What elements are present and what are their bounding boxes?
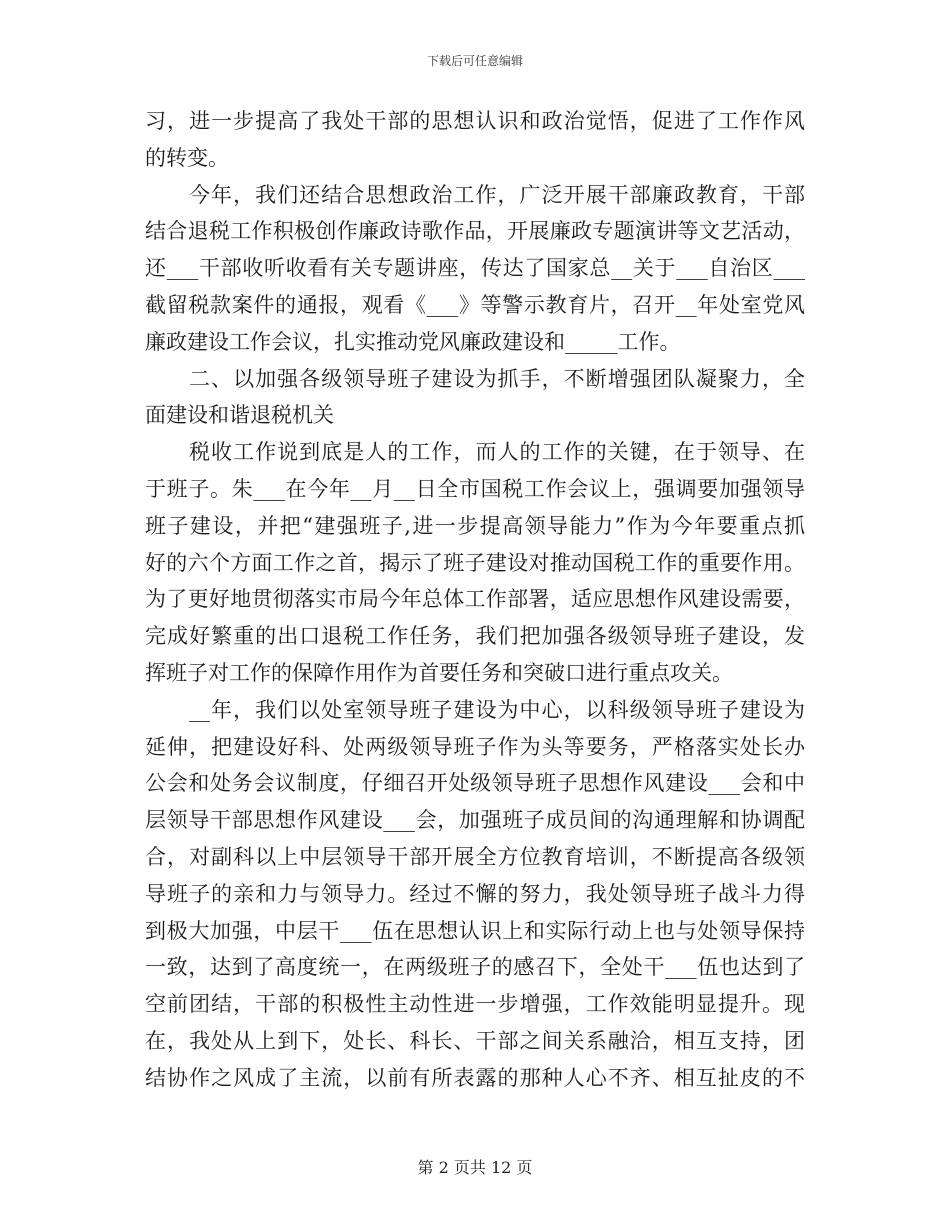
text-line: 班子建设，并把“建强班子,进一步提高领导能力”作为今年要重点抓: [145, 513, 805, 538]
text-line: 今年，我们还结合思想政治工作，广泛开展干部廉政教育，干部: [189, 182, 805, 207]
page-number: 第 2 页共 12 页: [417, 1158, 533, 1177]
text-line: 的转变。: [145, 145, 229, 170]
text-line: 在，我处从上到下，处长、科长、干部之间关系融洽，相互支持，团: [145, 1028, 805, 1053]
text-line: 延伸，把建设好科、处两级领导班子作为头等要务，严格落实处长办: [145, 734, 805, 759]
text-line: 挥班子对工作的保障作用作为首要任务和突破口进行重点攻关。: [145, 660, 733, 685]
text-line: 面建设和谐退税机关: [145, 403, 334, 428]
text-line: 导班子的亲和力与领导力。经过不懈的努力，我处领导班子战斗力得: [145, 881, 805, 906]
text-line: 空前团结，干部的积极性主动性进一步增强，工作效能明显提升。现: [145, 992, 805, 1017]
text-line: 合，对副科以上中层领导干部开展全方位教育培训，不断提高各级领: [145, 844, 805, 869]
text-line: 层领导干部思想作风建设___会，加强班子成员间的沟通理解和协调配: [145, 808, 805, 833]
document-body: [145, 103, 805, 1097]
text-line: 到极大加强，中层干___伍在思想认识上和实际行动上也与处领导保持: [145, 918, 805, 943]
text-line: 结合退税工作积极创作廉政诗歌作品，开展廉政专题演讲等文艺活动，: [145, 219, 805, 244]
page-header: 下载后可任意编辑: [426, 54, 523, 68]
text-line: 为了更好地贯彻落实市局今年总体工作部署，适应思想作风建设需要，: [145, 587, 805, 612]
text-line: 二、以加强各级领导班子建设为抓手，不断增强团队凝聚力，全: [189, 366, 805, 391]
text-line: 结协作之风成了主流，以前有所表露的那种人心不齐、相互扯皮的不: [145, 1065, 805, 1090]
text-line: 截留税款案件的通报，观看《___》等警示教育片，召开__年处室党风: [145, 292, 805, 317]
text-line: 于班子。朱___在今年__月__日全市国税工作会议上，强调要加强领导: [145, 476, 805, 501]
text-line: 还___干部收听收看有关专题讲座，传达了国家总__关于___自治区___: [145, 256, 805, 281]
text-line: 廉政建设工作会议，扎实推动党风廉政建设和_____工作。: [145, 329, 681, 354]
text-line: 好的六个方面工作之首，揭示了班子建设对推动国税工作的重要作用。: [145, 550, 805, 575]
text-line: 完成好繁重的出口退税工作任务，我们把加强各级领导班子建设，发: [145, 624, 805, 649]
text-line: 税收工作说到底是人的工作，而人的工作的关键，在于领导、在: [189, 440, 805, 465]
text-line: __年，我们以处室领导班子建设为中心，以科级领导班子建设为: [189, 697, 805, 722]
text-line: 公会和处务会议制度，仔细召开处级领导班子思想作风建设___会和中: [145, 771, 805, 796]
text-line: 习，进一步提高了我处干部的思想认识和政治觉悟，促进了工作作风: [145, 109, 805, 133]
text-line: 一致，达到了高度统一，在两级班子的感召下，全处干___伍也达到了: [145, 955, 805, 980]
